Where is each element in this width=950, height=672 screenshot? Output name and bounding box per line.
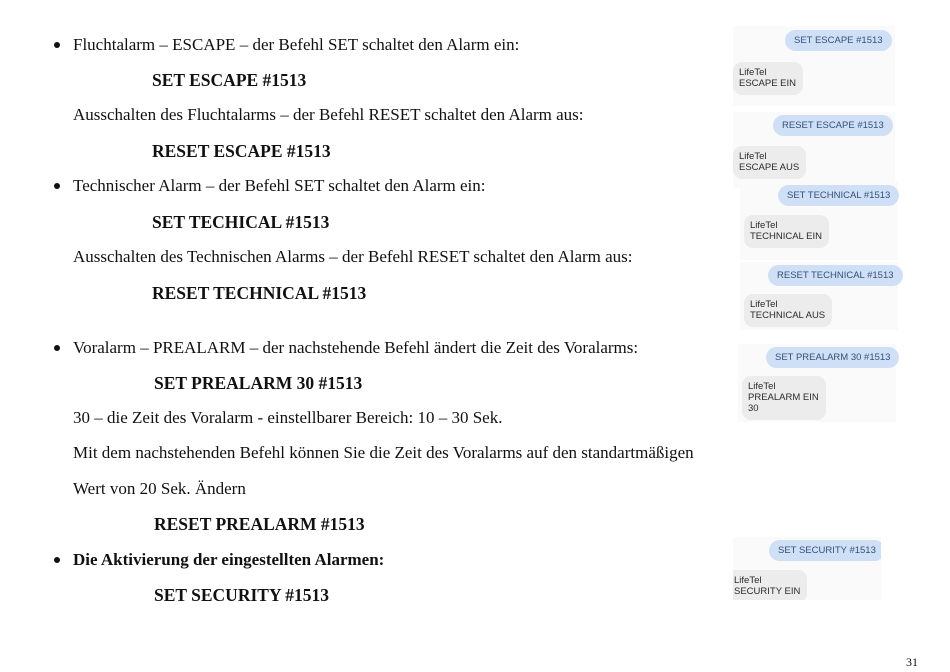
sms-screenshot-escape-reset: [733, 112, 895, 188]
bullet-security: [54, 557, 60, 563]
sms-screenshot-technical-reset: [740, 262, 898, 330]
technical-set-command: SET TECHICAL #1513: [152, 212, 330, 232]
bullet-escape: [54, 42, 60, 48]
sms-received-bubble: LifeTel ESCAPE AUS: [733, 146, 806, 179]
escape-set-command: SET ESCAPE #1513: [152, 70, 307, 90]
technical-reset-command: RESET TECHNICAL #1513: [152, 283, 367, 303]
sms-screenshot-prealarm-set: [738, 344, 896, 422]
prealarm-reset-command: RESET PREALARM #1513: [154, 514, 365, 534]
prealarm-set-command: SET PREALARM 30 #1513: [154, 373, 363, 393]
bullet-technical: [54, 183, 60, 189]
sms-sent-bubble: RESET TECHNICAL #1513: [768, 265, 903, 286]
sms-received-bubble: LifeTel SECURITY EIN: [733, 570, 807, 600]
security-heading: Die Aktivierung der eingestellten Alarmen:: [73, 550, 385, 569]
security-set-command: SET SECURITY #1513: [154, 585, 330, 605]
sms-sent-bubble: RESET ESCAPE #1513: [773, 115, 893, 136]
page-number: 31: [906, 655, 918, 669]
sms-sent-bubble: SET TECHNICAL #1513: [778, 185, 899, 206]
sms-received-bubble: LifeTel PREALARM EIN 30: [742, 376, 826, 420]
sms-sent-bubble: SET PREALARM 30 #1513: [766, 347, 899, 368]
sms-sent-bubble: SET SECURITY #1513: [769, 540, 881, 561]
sms-received-bubble: LifeTel ESCAPE EIN: [733, 62, 803, 95]
escape-reset-command: RESET ESCAPE #1513: [152, 141, 331, 161]
sms-screenshot-security-set: [733, 537, 881, 600]
prealarm-description: Voralarm – PREALARM – der nachstehende Befehl ändert die Zeit des Voralarms:: [73, 338, 639, 357]
sms-screenshot-technical-set: [740, 182, 898, 260]
escape-reset-description: Ausschalten des Fluchtalarms – der Befehl RESET schaltet den Alarm aus:: [73, 105, 584, 124]
sms-screenshot-escape-set: [733, 26, 895, 106]
prealarm-reset-text-2: Wert von 20 Sek. Ändern: [73, 479, 246, 498]
escape-set-description: Fluchtalarm – ESCAPE – der Befehl SET schaltet den Alarm ein:: [73, 35, 520, 54]
sms-sent-bubble: SET ESCAPE #1513: [785, 30, 892, 51]
sms-received-bubble: LifeTel TECHNICAL AUS: [744, 294, 832, 327]
technical-set-description: Technischer Alarm – der Befehl SET schaltet den Alarm ein:: [73, 176, 486, 195]
technical-reset-description: Ausschalten des Technischen Alarms – der Befehl RESET schaltet den Alarm aus:: [73, 247, 633, 266]
bullet-prealarm: [54, 345, 60, 351]
sms-received-bubble: LifeTel TECHNICAL EIN: [744, 215, 829, 248]
prealarm-range-text: 30 – die Zeit des Voralarm - einstellbarer Bereich: 10 – 30 Sek.: [73, 408, 503, 427]
prealarm-reset-text-1: Mit dem nachstehenden Befehl können Sie die Zeit des Voralarms auf den standartmäßigen: [73, 443, 694, 462]
